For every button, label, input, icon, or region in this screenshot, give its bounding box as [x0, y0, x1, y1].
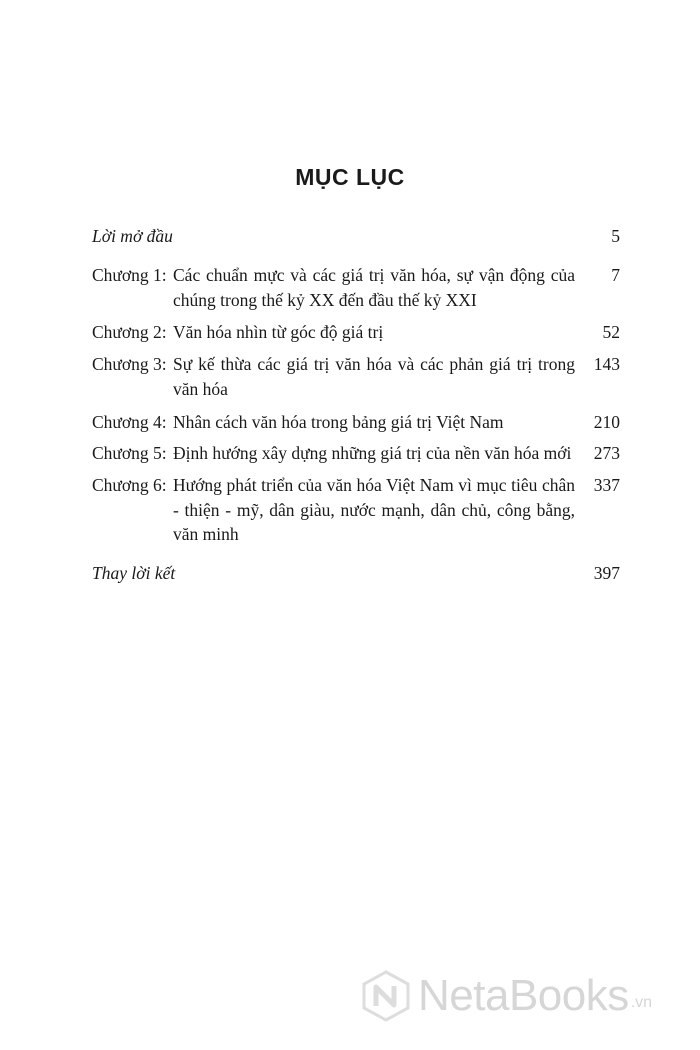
watermark — [360, 970, 652, 1022]
toc-entry-title-line: Nhân cách văn hóa trong bảng giá trị Việt Nam — [173, 412, 504, 432]
toc-entry-title-line: Sự kế thừa các giá trị văn hóa và các phản giá trị trong — [173, 354, 575, 374]
toc-entry-page: 52 — [602, 322, 620, 342]
toc-entry-title-line: văn hóa — [173, 378, 228, 399]
toc-entry-page: 273 — [593, 443, 620, 463]
page-title: MỤC LỤC — [295, 164, 405, 190]
toc-entry-title-line: chúng trong thế kỷ XX đến đầu thế kỷ XXI — [173, 289, 477, 310]
toc-entry-page: 7 — [611, 265, 620, 285]
toc-entry-title-line: văn minh — [173, 524, 239, 544]
toc-entry-title-line: Các chuẩn mực và các giá trị văn hóa, sự vận động của — [173, 265, 575, 285]
toc-entry-label: Chương 4: — [92, 412, 167, 432]
watermark-brand: NetaBooks — [418, 971, 629, 1020]
toc-entry-page: 143 — [593, 354, 620, 374]
toc-entry-label: Chương 6: — [92, 475, 167, 495]
toc-entry-label: Lời mở đầu — [92, 226, 173, 246]
toc-entry-title-line: - thiện - mỹ, dân giàu, nước mạnh, dân chủ, công bằng, — [173, 499, 575, 520]
toc-entry-label: Thay lời kết — [92, 563, 176, 583]
toc-entry-title-line: Định hướng xây dựng những giá trị của nền văn hóa mới — [173, 443, 572, 463]
toc-entry-title — [173, 263, 575, 312]
toc-entry-page: 337 — [593, 475, 620, 495]
toc-entry-page: 5 — [611, 226, 620, 246]
toc-entry-page: 397 — [593, 563, 620, 583]
toc-entry-title-line: Hướng phát triển của văn hóa Việt Nam vì mục tiêu chân — [173, 475, 575, 495]
toc-entry-title — [173, 320, 575, 345]
toc-entry-label: Chương 5: — [92, 443, 167, 463]
watermark-suffix: .vn — [630, 994, 653, 1011]
toc-entry-title — [173, 410, 575, 435]
toc-entry-label: Chương 2: — [92, 322, 167, 342]
netabooks-logo-icon — [360, 970, 412, 1022]
toc-entry-label: Chương 1: — [92, 265, 167, 285]
toc-entry-title — [173, 352, 575, 401]
toc-entry-label: Chương 3: — [92, 354, 167, 374]
toc-entry-title — [173, 473, 575, 547]
toc-entry-page: 210 — [593, 412, 620, 432]
toc-entry-title-line: Văn hóa nhìn từ góc độ giá trị — [173, 322, 384, 342]
toc-entry-title — [173, 441, 575, 466]
